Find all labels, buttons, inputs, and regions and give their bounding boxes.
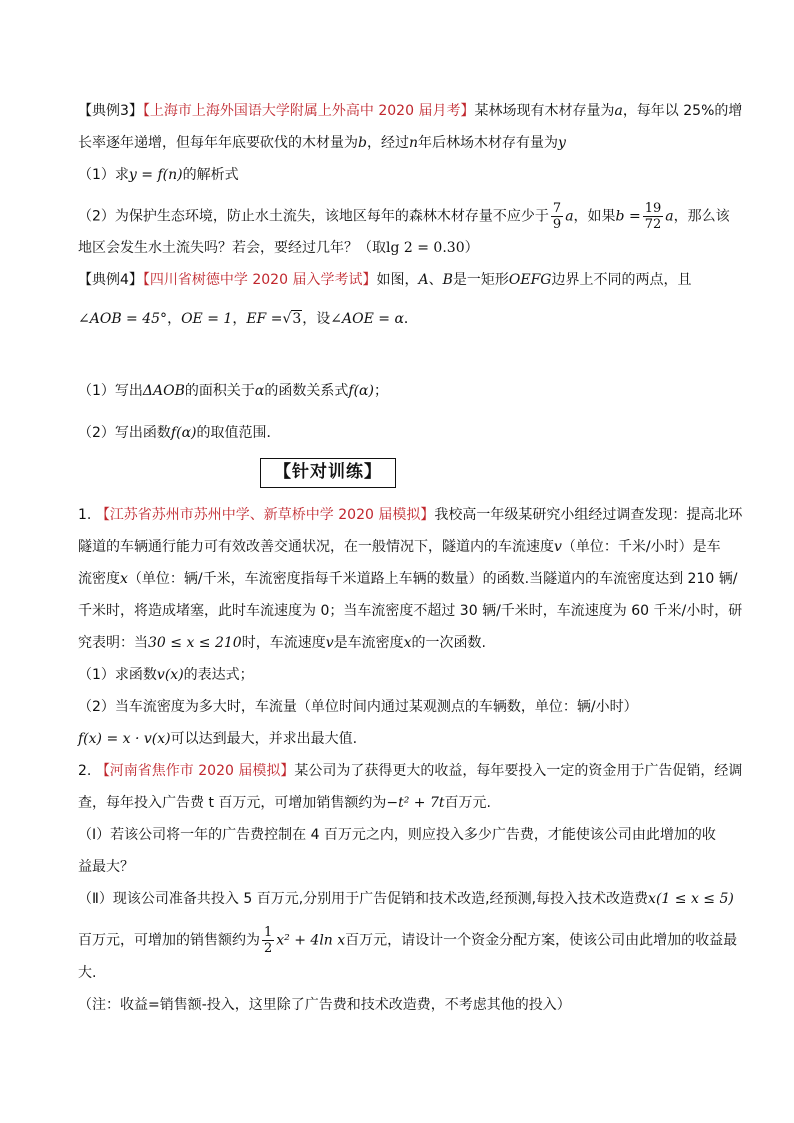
text: ，如果 xyxy=(573,208,616,225)
text: 某公司为了获得更大的收益，每年要投入一定的资金用于广告促销，经调 xyxy=(294,763,743,779)
text: （单位：辆/千米，车流密度指每千米道路上车辆的数量）的函数.当隧道内的车流密度达到 210 辆/ xyxy=(127,571,738,587)
example3-line1 xyxy=(78,101,743,121)
problem2-question2-line3 xyxy=(78,963,728,983)
text: （1）求 xyxy=(78,167,129,183)
text: 、 xyxy=(428,272,443,288)
var-n: n xyxy=(408,135,418,151)
example3-tag: 【典例3】 xyxy=(78,103,143,119)
var-b: b xyxy=(358,135,367,151)
text: 究表明：当 xyxy=(78,635,148,651)
example3-question2 xyxy=(78,201,728,232)
problem-number: 2. xyxy=(78,763,92,779)
var-x: x xyxy=(403,635,412,651)
formula: x² + 4ln x xyxy=(276,932,346,949)
text: ， xyxy=(232,311,247,327)
problem2-line2 xyxy=(78,793,728,813)
var-a: a xyxy=(665,208,674,225)
text: ； xyxy=(373,383,388,399)
text: 的一次函数. xyxy=(411,635,486,651)
text: 的解析式 xyxy=(182,167,239,183)
text: 流密度 xyxy=(78,571,120,587)
formula: 30 ≤ x ≤ 210 xyxy=(148,635,242,651)
formula: −t² + 7t xyxy=(386,795,445,811)
var-y: y xyxy=(558,135,566,151)
formula: ∠AOE = α xyxy=(330,311,404,327)
sqrt-3: √3 xyxy=(282,311,302,327)
formula: b = xyxy=(615,208,641,225)
problem2-note xyxy=(78,995,728,1015)
section-heading: 【针对训练】 xyxy=(260,458,396,488)
example3-question2-line2 xyxy=(78,238,728,258)
text: （1）写出 xyxy=(78,383,143,399)
problem1-source: 【江苏省苏州市苏州中学、新草桥中学 2020 届模拟】 xyxy=(95,507,435,523)
text: 边界上不同的两点，且 xyxy=(551,272,692,288)
example3-source: 【上海市上海外国语大学附属上外高中 2020 届月考】 xyxy=(142,103,475,119)
text: （2）写出函数 xyxy=(78,425,171,441)
text: 某林场现有木材存量为 xyxy=(474,103,615,119)
problem1-question1 xyxy=(78,665,728,685)
var-x: x xyxy=(120,571,128,587)
numerator: 1 xyxy=(264,925,273,940)
example4-line1 xyxy=(78,270,728,290)
formula: y = f(n) xyxy=(128,167,183,183)
text: （2）当车流密度为多大时，车流量（单位时间内通过某观测点的车辆数，单位：辆/小时） xyxy=(78,699,638,715)
text: 大. xyxy=(78,965,97,981)
formula: f(α) xyxy=(348,383,374,399)
formula: f(α) xyxy=(170,425,197,441)
problem1-line3 xyxy=(78,569,738,589)
var-v: v xyxy=(554,539,562,555)
text: 千米时，将造成堵塞，此时车流速度为 0；当车流密度不超过 30 辆/千米时，车流速度为 60 千米/小时，研 xyxy=(78,603,743,619)
example4-line2 xyxy=(78,309,728,329)
example3-line2 xyxy=(78,133,728,153)
problem1-line4 xyxy=(78,601,743,621)
problem2-source: 【河南省焦作市 2020 届模拟】 xyxy=(95,763,295,779)
numerator: 19 xyxy=(644,201,662,216)
text: 百万元，请设计一个资金分配方案，使该公司由此增加的收益最 xyxy=(345,932,738,949)
problem-number: 1. xyxy=(78,507,92,523)
problem2-question1 xyxy=(78,825,728,845)
problem2-question2-line2 xyxy=(78,925,738,956)
text: 我校高一年级某研究小组经过调查发现：提高北环 xyxy=(434,507,743,523)
point-b: B xyxy=(442,272,453,288)
formula: ΔAOB xyxy=(142,383,185,399)
formula: EF = xyxy=(246,311,283,327)
text: （注：收益=销售额-投入，这里除了广告费和技术改造费，不考虑其他的投入） xyxy=(78,997,571,1013)
example3-question1 xyxy=(78,165,728,185)
text: 的面积关于 xyxy=(184,383,255,399)
text: （单位：千米/小时）是车 xyxy=(561,539,721,555)
text: 百万元，可增加的销售额约为 xyxy=(78,932,260,949)
text: 查，每年投入广告费 t 百万元，可增加销售额约为 xyxy=(78,795,387,811)
text: ） xyxy=(464,240,479,256)
var-a: a xyxy=(565,208,574,225)
text: ， xyxy=(167,311,182,327)
text: （2）为保护生态环境，防止水土流失，该地区每年的森林木材存量不应少于 xyxy=(78,208,549,225)
denominator: 9 xyxy=(552,217,562,232)
var-a: a xyxy=(614,103,623,119)
formula: x(1 ≤ x ≤ 5) xyxy=(648,891,734,907)
text: （Ⅰ）若该公司将一年的广告费控制在 4 百万元之内，则应投入多少广告费，才能使该公司由此增加的收 xyxy=(78,827,716,843)
text: 长率逐年递增，但每年年底要砍伐的木材量为 xyxy=(78,135,358,151)
text: 的取值范围． xyxy=(196,425,281,441)
formula: ∠AOB = 45° xyxy=(78,311,168,327)
numerator: 7 xyxy=(552,201,562,216)
problem1-question2-line2 xyxy=(78,729,728,749)
text: （Ⅱ）现该公司准备共投入 5 百万元,分别用于广告促销和技术改造,经预测,每投入技术改造费 xyxy=(78,891,649,907)
text: ，那么该 xyxy=(673,208,730,225)
text: 益最大？ xyxy=(78,859,134,875)
text: 的函数关系式 xyxy=(264,383,349,399)
text: 的表达式； xyxy=(183,667,254,683)
problem2-line1 xyxy=(78,761,743,781)
problem1-line5 xyxy=(78,633,728,653)
fraction-1-2 xyxy=(262,925,274,956)
text: ，设 xyxy=(302,311,331,327)
denominator: 2 xyxy=(264,941,273,956)
point-a: A xyxy=(418,272,429,288)
formula: lg 2 = 0.30 xyxy=(386,240,465,256)
text: 百万元. xyxy=(444,795,491,811)
rect-name: OEFG xyxy=(508,272,552,288)
example4-question2 xyxy=(78,423,728,443)
text: 年后林场木材存有量为 xyxy=(418,135,558,151)
problem1-question2 xyxy=(78,697,728,717)
text: 时，车流速度 xyxy=(241,635,326,651)
problem1-line1 xyxy=(78,505,743,525)
text: 隧道的车辆通行能力可有效改善交通状况，在一般情况下，隧道内的车流速度 xyxy=(78,539,554,555)
example4-tag: 【典例4】 xyxy=(78,272,143,288)
fraction-7-9 xyxy=(551,201,563,232)
formula: OE = 1 xyxy=(181,311,233,327)
text: 是一矩形 xyxy=(452,272,509,288)
example4-source: 【四川省树德中学 2020 届入学考试】 xyxy=(142,272,377,288)
denominator: 72 xyxy=(644,217,662,232)
text: ，经过 xyxy=(366,135,409,151)
var-v: v xyxy=(325,635,334,651)
formula: f(x) = x · v(x) xyxy=(78,731,171,747)
text: ． xyxy=(403,311,418,327)
text: 可以达到最大，并求出最大值. xyxy=(170,731,358,747)
text: 地区会发生水土流失吗？若会，要经过几年？（取 xyxy=(78,240,386,256)
var-alpha: α xyxy=(254,383,265,399)
text: ，每年以 25%的增 xyxy=(622,103,743,119)
problem1-line2 xyxy=(78,537,728,557)
text: 是车流密度 xyxy=(333,635,404,651)
problem2-question1-line2 xyxy=(78,857,728,877)
formula: v(x) xyxy=(156,667,184,683)
radicand: 3 xyxy=(292,311,302,327)
fraction-19-72 xyxy=(643,201,664,232)
text: （1）求函数 xyxy=(78,667,157,683)
problem2-question2 xyxy=(78,889,734,909)
example4-question1 xyxy=(78,381,728,401)
text: 如图， xyxy=(376,272,419,288)
